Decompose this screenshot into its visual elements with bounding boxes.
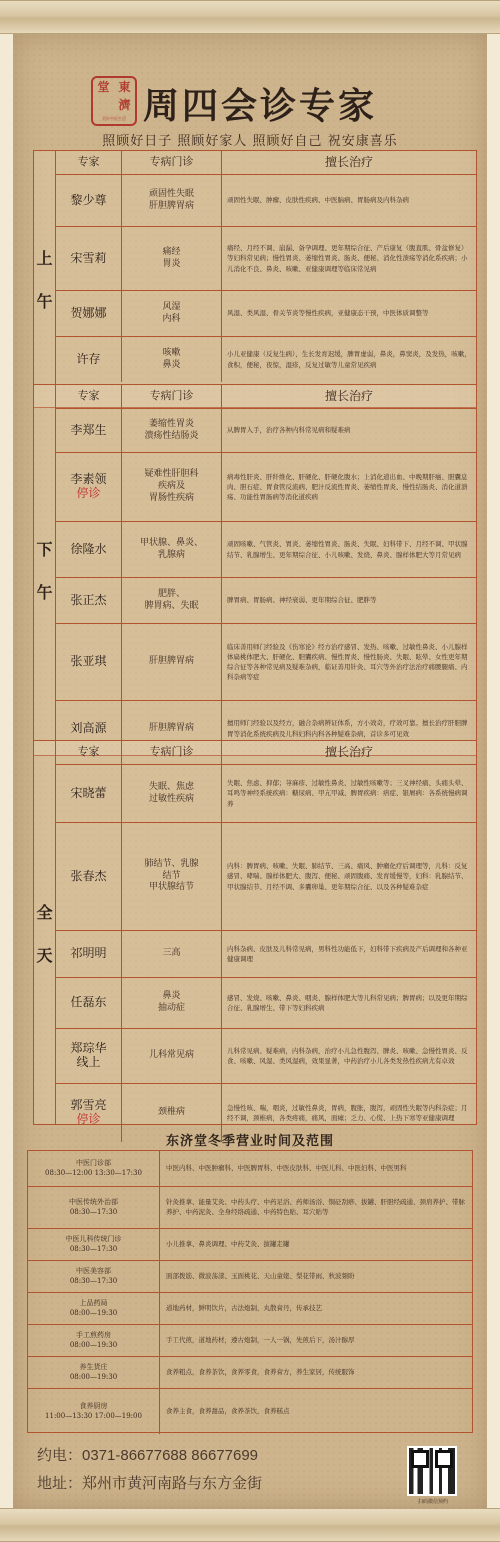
hours-title: 东济堂冬季营业时间及范围 [165,1134,334,1149]
clinic-cell: 疑难性肝胆科 疾病及 胃肠性疾病 [122,453,222,521]
table-header [56,385,476,409]
department-cell [28,1293,160,1324]
expert-name-cell [56,175,122,226]
column-header: 专病门诊 [122,385,222,408]
expert-name: 张亚琪 [70,654,107,669]
contact-address: 地址：郑州市黄河南路与东方金街 [37,1475,263,1492]
expert-name: 张春杰 [70,868,107,883]
expert-name-cell [56,578,122,623]
expert-name-cell [56,931,122,977]
department-name: 手工煎药房 [76,1331,111,1340]
section-period-label: 下 午 [34,385,56,755]
expert-row [56,823,476,931]
specialty-cell: 急慢性咳、喘，咽炎，过敏性鼻炎，胃病，腹胀，腹泻，顽固性失眠等内科杂症；月经不调，颈椎病，各类疼痛，痛风，面瘫；乏力、心慌、上热下寒等亚健康调理 [227,1103,468,1122]
hours-row [28,1261,472,1293]
clinic-cell: 颈椎病 [122,1084,222,1142]
specialty-cell: 风湿、类风湿、骨关节炎等慢性疾病，亚健康态干预，中医体质调整等 [227,309,429,318]
specialty-cell: 小儿亚健康（反复生病），生长发育迟缓，脾胃虚弱，鼻炎，鼻窦炎，及发热，咳嗽，食积，便秘，夜惊，湿疹，反复过敏等儿童常见疾病 [227,350,471,369]
expert-name: 宋雪莉 [70,250,107,265]
expert-row [56,175,476,227]
qr-label: 扫码微信预约 [417,1499,448,1505]
expert-name-cell [56,291,122,336]
specialty-cell: 内科杂病、皮肤及儿科常见病，男科性功能低下，妇科带下疾病及产后调理和各种亚健康调理 [227,944,468,963]
department-name: 食养厨房 [79,1402,108,1411]
clinic-cell: 肝胆脾胃病 [122,701,222,756]
expert-table [56,151,476,407]
table-header [56,151,476,175]
expert-name: 郑琮华 线上 [70,1041,107,1069]
department-services: 面部拨筋、微波荡漾、玉面桃花、天山童姥、梨花带雨、秋波频盼 [166,1271,355,1280]
department-name: 中医儿科传统门诊 [65,1235,122,1244]
column-header: 专家 [56,385,122,408]
department-name: 中医门诊部 [76,1159,111,1168]
department-time: 08:30—12:00 13:30—17:30 [45,1168,142,1177]
clinic-cell: 儿科常见病 [122,1029,222,1083]
clinic-cell: 风湿 内科 [122,291,222,336]
department-services: 食养粗点，食养茶饮，食养零食，食养膏方，养生家居，传统服饰 [166,1367,355,1376]
header [13,34,487,154]
clinic-cell: 鼻炎 抽动症 [122,978,222,1028]
department-cell [28,1357,160,1388]
expert-name: 张正杰 [70,592,107,607]
section-period-label: 全 天 [34,741,56,1124]
expert-row [56,409,476,453]
business-hours-table [27,1150,473,1433]
scroll-bottom-rod [0,1508,500,1542]
hours-row [28,1229,472,1261]
contact-phone: 约电：0371-86677688 86677699 [37,1447,259,1464]
expert-name-cell [56,337,122,382]
hours-row [28,1293,472,1325]
expert-name: 黎少尊 [70,192,107,207]
department-time: 08:30—17:30 [69,1244,118,1253]
column-header: 专病门诊 [122,741,222,764]
expert-name-cell [56,978,122,1028]
department-cell [28,1151,160,1186]
expert-name-cell [56,765,122,822]
expert-table [56,385,476,755]
schedule-section [33,150,477,408]
suspended-badge: 停诊 [76,486,101,500]
department-cell [28,1187,160,1228]
specialty-cell: 脾胃病、胃肠病、神经衰弱、更年期综合征、肥胖等 [227,596,377,605]
suspended-badge: 停诊 [76,1112,101,1126]
expert-row [56,453,476,522]
expert-row [56,765,476,823]
department-time: 08:00—19:30 [69,1340,118,1349]
clinic-cell: 三高 [122,931,222,977]
hours-row [28,1325,472,1357]
expert-name: 贺娜娜 [70,305,107,320]
expert-row [56,931,476,978]
specialty-cell: 失眠、焦虑、抑郁；荨麻疹、过敏性鼻炎、过敏性咳嗽等；三叉神经痛、头痛头晕、耳鸣等神经系统疾病：糖尿病、甲亢甲减、脾胃疾病：痞症、银屑病：各系统慢病调养 [227,779,468,808]
expert-name: 祁明明 [70,946,107,961]
expert-row [56,291,476,337]
expert-table [56,741,476,1124]
expert-row [56,522,476,578]
expert-row [56,978,476,1029]
qr-code[interactable] [407,1446,457,1496]
department-time: 11:00—13:30 17:00—19:00 [45,1411,142,1420]
department-services: 中医内科、中医肿瘤科、中医脾胃科、中医皮肤科、中医儿科、中医妇科、中医男科 [166,1163,407,1172]
clinic-cell: 肝胆脾胃病 [122,624,222,700]
section-period-label: 上 午 [34,151,56,407]
expert-name-cell [56,522,122,577]
slogan: 照顾好日子 照顾好家人 照顾好自己 祝安康喜乐 [102,134,398,149]
specialty-cell: 擅用师门经验以及经方，融合杂病辨证体系，方小效奇，疗效可靠。擅长治疗肝胆脾胃等消化系统疾病及儿科妇科内科各种疑难杂病，首诊多可见效 [227,719,468,738]
department-name: 上品药局 [79,1299,108,1308]
department-services: 道地药材，鲜明饮片，古法炮制，丸散膏丹，传承技艺 [166,1303,322,1312]
expert-name-cell [56,823,122,930]
expert-row [56,1029,476,1084]
specialty-cell: 顽固咳嗽、气管炎、胃炎、萎缩性胃炎、肠炎、失眠、妇科带下、月经不调、甲状腺结节、乳腺增生、更年期综合征、小儿咳嗽、发烧、鼻炎、腺样体肥大等月常见病 [227,540,468,559]
expert-name: 李郑生 [70,422,107,437]
clinic-cell: 萎缩性胃炎 溃疡性结肠炎 [122,409,222,452]
expert-name-cell [56,624,122,700]
expert-name-cell [56,1029,122,1083]
hours-row [28,1151,472,1187]
brand-logo: 堂 東 濟 美好中医生活 [91,76,137,126]
poster [13,34,487,1508]
schedule-section [33,740,477,1125]
scroll-top-rod [0,0,500,34]
department-name: 中医美容部 [76,1267,111,1276]
department-services: 小儿推拿、鼻炎调理、中药艾灸、拔罐走罐 [166,1239,290,1248]
department-time: 08:30—17:30 [69,1276,118,1285]
expert-name-cell [56,409,122,452]
expert-row [56,337,476,382]
specialty-cell: 病毒性肝炎、肝纤维化、肝硬化、肝硬化腹水；上消化道出血、中晚期肝癌、胆囊息肉、胆石症、胃食管反流病、肥汁反流性胃炎、萎缩性胃炎、慢性结肠炎、消化道溃疡、功能性胃肠病等消化道疾病 [227,472,468,502]
column-header: 专病门诊 [122,151,222,174]
department-services: 食养主食，食养甜品，食养茶饮，食养糕点 [166,1406,290,1415]
clinic-cell: 肺结节、乳腺 结节 甲状腺结节 [122,823,222,930]
specialty-cell: 感冒、发烧、咳嗽、鼻炎、咽炎、腺样体肥大等儿科常见病；脾胃病；以及更年期综合征、乳腺增生、带下等妇科疾病 [227,993,468,1012]
department-cell [28,1325,160,1356]
hours-row [28,1187,472,1229]
hours-row [28,1389,472,1434]
department-cell [28,1389,160,1434]
hours-row [28,1357,472,1389]
expert-name: 徐隆水 [70,541,107,556]
page-title: 周四会诊专家 [143,85,378,127]
department-time: 08:00—19:30 [69,1308,118,1317]
specialty-cell: 临床善用师门经验及《伤寒论》经方治疗感冒、发热、咳嗽、过敏性鼻炎、小儿腺样体扁桃体肥大、肝硬化、胆囊疾病、慢性胃炎、慢性肠炎、失眠、眩晕、女性更年期综合征等各种常见病及疑难杂病，临证善用针灸、耳穴等外治疗法治疗痛腰腿痛、内科杂病等症 [227,642,468,682]
column-header: 擅长治疗 [324,155,373,170]
specialty-cell: 儿科常见病、疑难病，内科杂病，治疗小儿急性腹泻、脾炎、咳嗽、急慢性胃炎、反食、咳嗽、风湿、类风湿病，效果显著，中药治疗小儿各类发热性疾病尤有卓效 [227,1046,468,1065]
department-cell [28,1261,160,1292]
column-header: 专家 [56,741,122,764]
schedule-section [33,384,477,756]
department-name: 中医传统外治部 [69,1198,118,1207]
specialty-cell: 从脾胃入手，治疗各种内科常见病和疑难病 [227,426,351,435]
department-time: 08:00—19:30 [69,1372,118,1381]
expert-name: 宋晓蕾 [70,785,107,800]
expert-row [56,578,476,624]
expert-name: 李素领 [70,472,107,487]
department-services: 针灸推拿、能量艾灸、中药头疗、中药足浴、药师汤浴、铜砭刮痧、拔罐、肝胆经疏通、颈肩养护、带脉养护、中药泥灸、全身经络疏通、中药特色贴、耳穴贴等 [166,1197,465,1216]
column-header: 专家 [56,151,122,174]
expert-name-cell [56,453,122,521]
expert-name: 任磊东 [70,995,107,1010]
clinic-cell: 失眠、焦虑 过敏性疾病 [122,765,222,822]
clinic-cell: 咳嗽 鼻炎 [122,337,222,382]
specialty-cell: 痛经、月经不调、崩漏、备孕调理、更年期综合征、产后康复（腹直肌、骨盆修复）等妇科常见病；慢性胃炎、萎缩性胃炎、肠炎、便秘、消化性溃疡等消化系疾病；小儿消化不良、鼻炎、咳嗽、亚健康调理等临床常见病 [227,244,468,273]
expert-name: 刘高源 [70,720,107,735]
expert-row [56,227,476,291]
clinic-cell: 顽固性失眠 肝胆脾胃病 [122,175,222,226]
clinic-cell: 甲状腺、鼻炎、 乳腺病 [122,522,222,577]
expert-row [56,624,476,701]
specialty-cell: 内科：脾胃病、咳嗽、失眠、肺结节、三高、痛风、肿瘤化疗后调理等，儿科：反复感冒、哮喘、腺样体肥大、腹泻、便秘、顽固腹痛、发育缓慢等，妇科：乳腺结节、甲状腺结节、月经不调、多囊卵巢、更年期综合征、以及各种疑难杂症 [227,862,468,891]
department-services: 手工代煎，道地药材，遵古炮制，一人一锅，先煎后下，汤汁醇厚 [166,1335,355,1344]
expert-name-cell [56,227,122,290]
expert-name: 许存 [76,351,101,366]
clinic-cell: 肥胖、 脾胃病、失眠 [122,578,222,623]
expert-name: 郭雪亮 [70,1098,107,1113]
clinic-cell: 痛经 胃炎 [122,227,222,290]
table-header [56,741,476,765]
department-name: 养生货庄 [79,1363,108,1372]
column-header: 擅长治疗 [324,745,373,760]
department-cell [28,1229,160,1260]
department-time: 08:30—17:30 [69,1207,118,1216]
column-header: 擅长治疗 [324,389,373,404]
specialty-cell: 顽固性失眠、肿瘤、皮肤性疾病、中医脑病、胃肠病及内科杂病 [227,196,409,205]
